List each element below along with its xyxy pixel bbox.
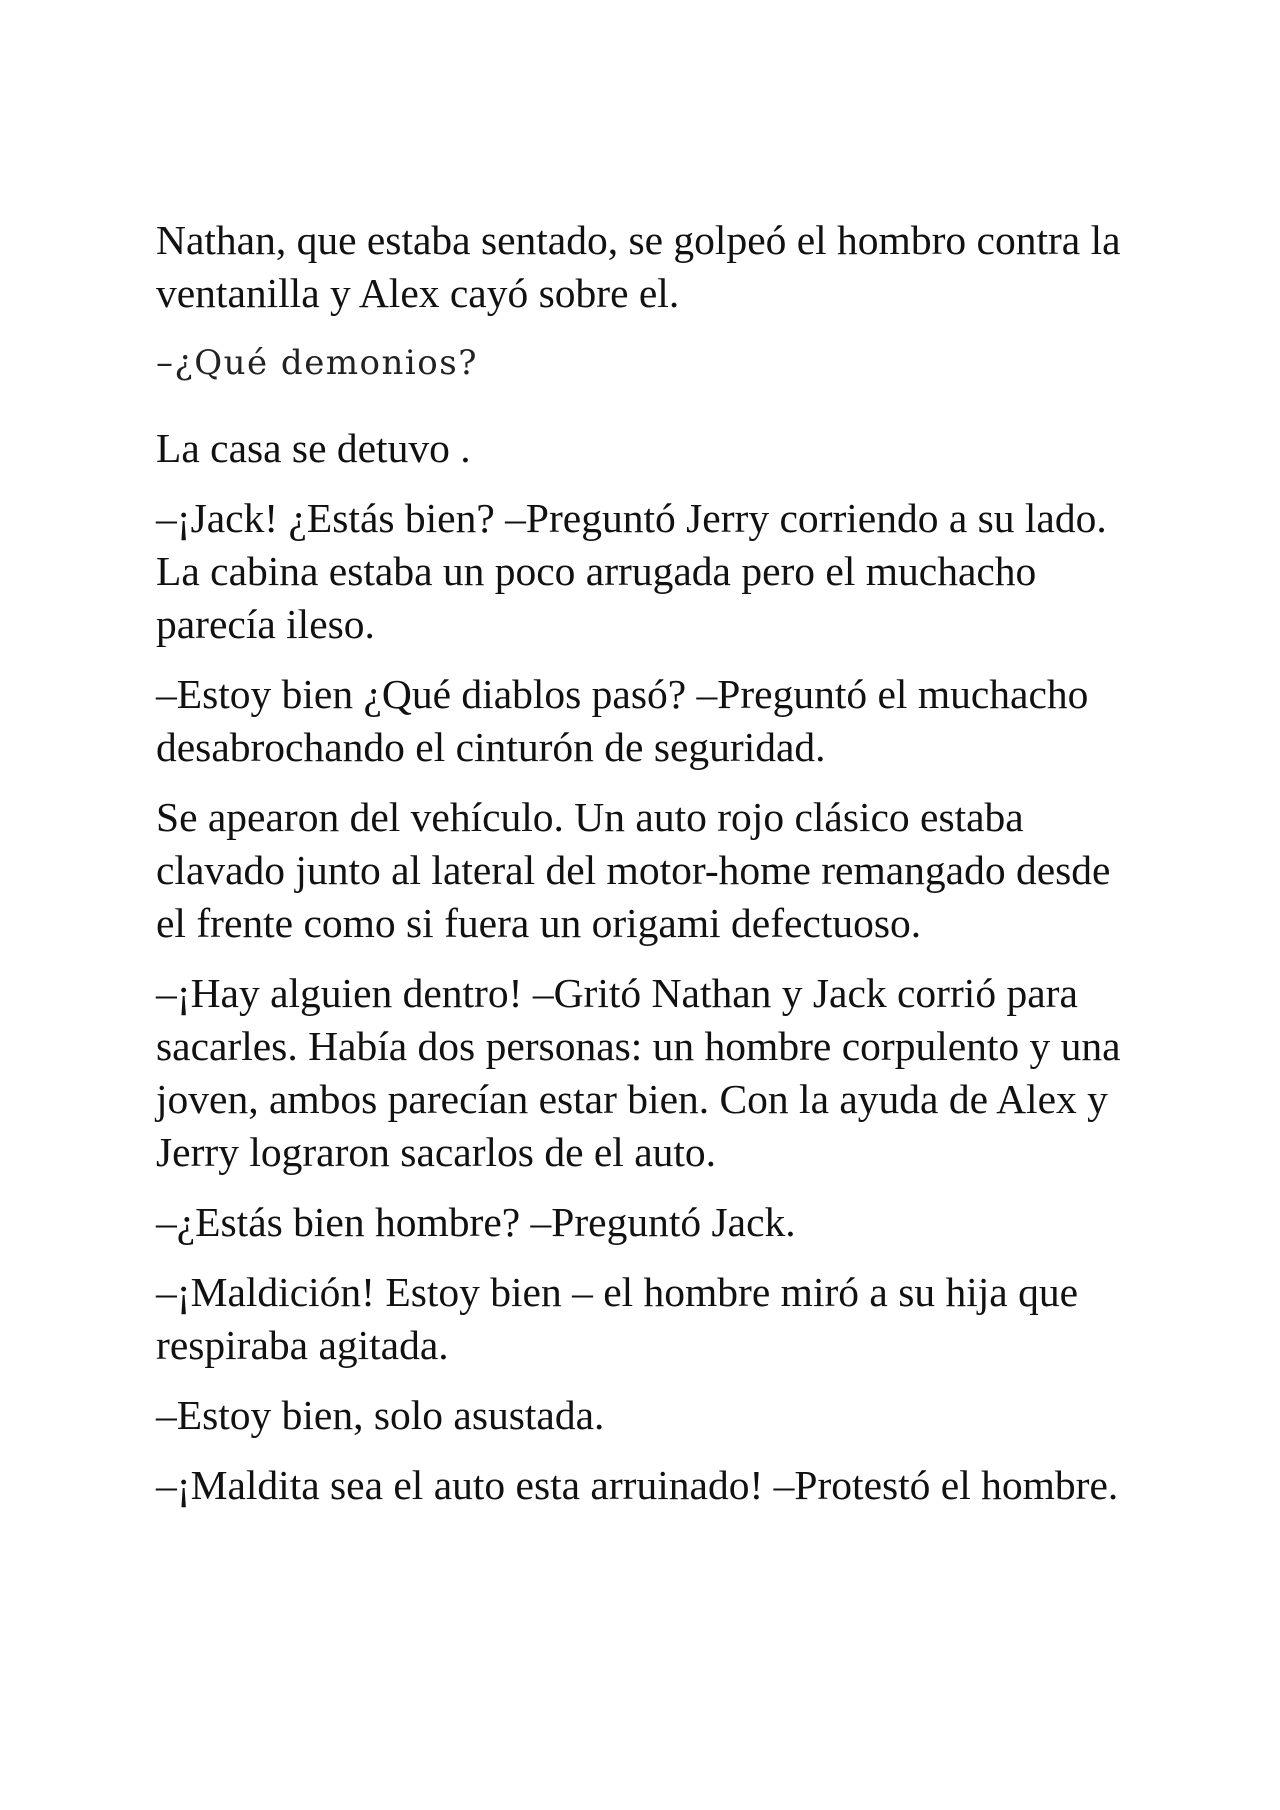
page-body-text	[156, 214, 1146, 1529]
paragraph: –Estoy bien ¿Qué diablos pasó? –Preguntó el muchacho desabrochando el cinturón de seguridad.	[156, 671, 1089, 770]
paragraph: –Estoy bien, solo asustada.	[156, 1392, 605, 1438]
paragraph: Se apearon del vehículo. Un auto rojo clásico estaba clavado junto al lateral del motor-home remangado desde el frente como si fuera un origami defectuoso.	[156, 794, 1111, 946]
paragraph: –¡Hay alguien dentro! –Gritó Nathan y Jack corrió para sacarles. Había dos personas: un hombre corpulento y una joven, ambos parecían estar bien. Con la ayuda de Alex y Jerry lograron sacarlos de el auto.	[156, 970, 1121, 1175]
paragraph: Nathan, que estaba sentado, se golpeó el hombro contra la ventanilla y Alex cayó sobre el.	[156, 217, 1121, 316]
paragraph: –¡Maldita sea el auto esta arruinado! –Protestó el hombre.	[156, 1462, 1119, 1508]
paragraph: –¿Estás bien hombre? –Preguntó Jack.	[156, 1199, 796, 1245]
paragraph: –¡Maldición! Estoy bien – el hombre miró a su hija que respiraba agitada.	[156, 1269, 1079, 1368]
paragraph: –¡Jack! ¿Estás bien? –Preguntó Jerry corriendo a su lado. La cabina estaba un poco arrugada pero el muchacho parecía ileso.	[156, 495, 1107, 647]
paragraph-thought: –¿Qué demonios?	[156, 343, 478, 383]
paragraph: La casa se detuvo .	[156, 425, 471, 471]
